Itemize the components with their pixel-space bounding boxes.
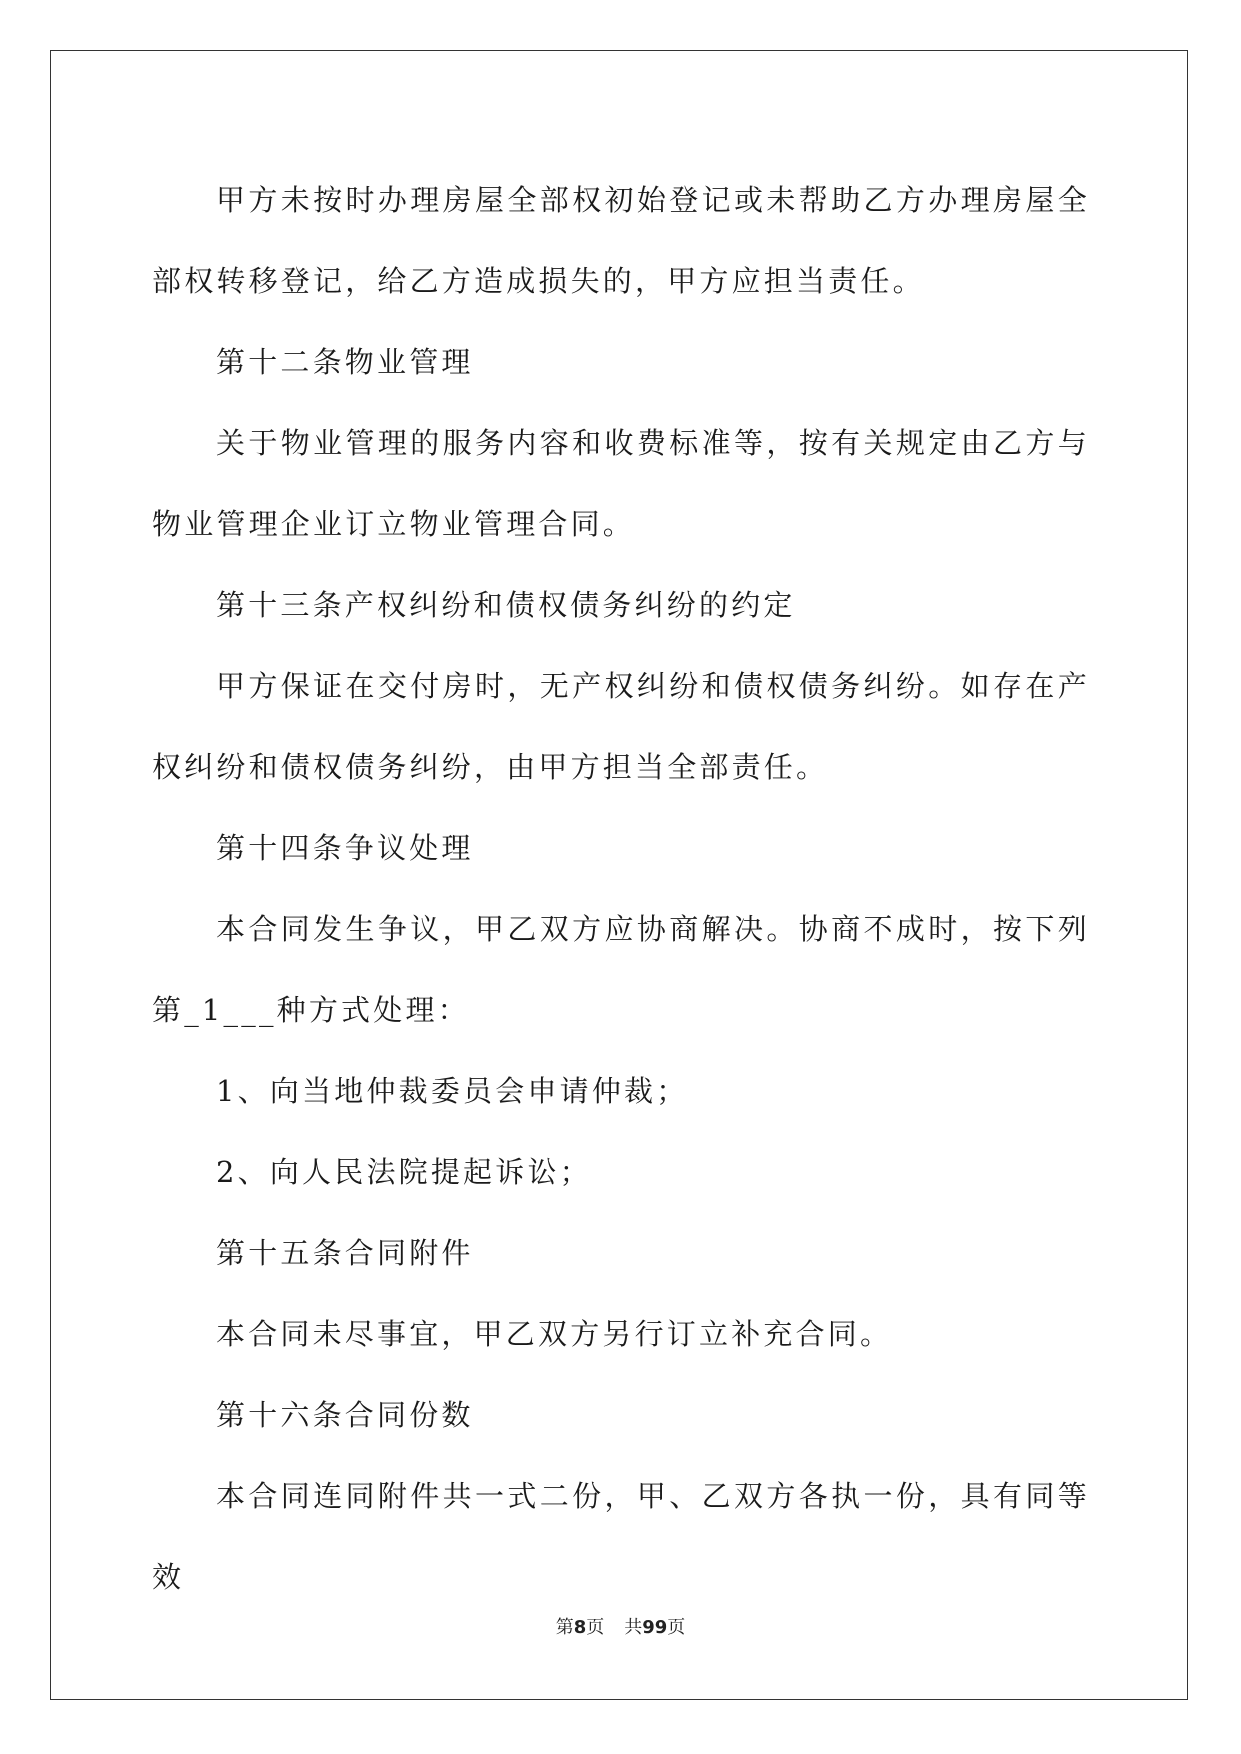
footer-total-suffix: 页 — [667, 1617, 686, 1638]
total-page-count: 99 — [642, 1617, 668, 1638]
article-15-heading: 第十五条合同附件 — [216, 1236, 474, 1270]
footer-prefix: 第 — [555, 1617, 574, 1638]
article-12-heading: 第十二条物业管理 — [216, 345, 474, 379]
paragraph-registration-liability: 甲方未按时办理房屋全部权初始登记或未帮助乙方办理房屋全部权转移登记，给乙方造成损失的，甲方应担当责任。 — [152, 183, 1090, 298]
paragraph-contract-copies: 本合同连同附件共一式二份，甲、乙双方各执一份，具有同等效 — [152, 1479, 1090, 1594]
page-footer — [0, 1613, 1241, 1639]
document-body — [152, 160, 1090, 1618]
paragraph-property-management: 关于物业管理的服务内容和收费标准等，按有关规定由乙方与物业管理企业订立物业管理合同。 — [152, 426, 1090, 541]
paragraph-dispute-guarantee: 甲方保证在交付房时，无产权纠纷和债权债务纠纷。如存在产权纠纷和债权债务纠纷，由甲方担当全部责任。 — [152, 669, 1090, 784]
article-14-heading: 第十四条争议处理 — [216, 831, 474, 865]
option-arbitration: 1、向当地仲裁委员会申请仲裁； — [216, 1074, 689, 1108]
paragraph-dispute-resolution: 本合同发生争议，甲乙双方应协商解决。协商不成时，按下列第_1___种方式处理： — [152, 912, 1090, 1027]
footer-total-prefix: 共 — [624, 1617, 643, 1638]
footer-page-suffix: 页 — [586, 1617, 605, 1638]
current-page-number: 8 — [573, 1617, 587, 1638]
option-litigation: 2、向人民法院提起诉讼； — [216, 1155, 592, 1189]
article-13-heading: 第十三条产权纠纷和债权债务纠纷的约定 — [216, 588, 796, 622]
article-16-heading: 第十六条合同份数 — [216, 1398, 474, 1432]
paragraph-supplementary-contract: 本合同未尽事宜，甲乙双方另行订立补充合同。 — [216, 1317, 893, 1351]
